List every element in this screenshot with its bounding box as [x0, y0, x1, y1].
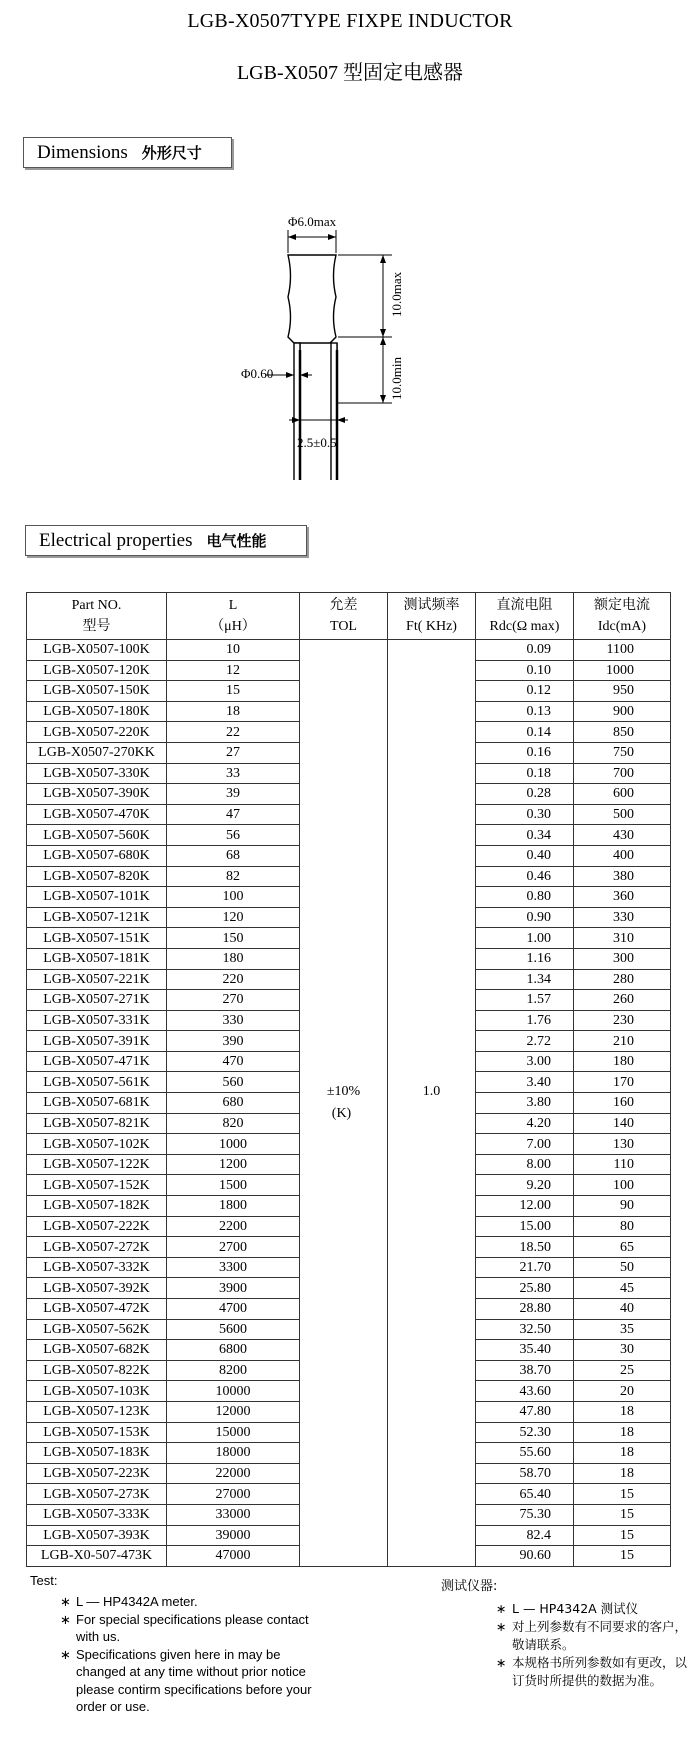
- electrical-label-zh: 电气性能: [206, 532, 267, 550]
- part-number-cell: LGB-X0507-391K: [27, 1031, 167, 1052]
- part-number-cell: LGB-X0507-562K: [27, 1319, 167, 1340]
- table-row: [27, 640, 671, 661]
- rated-current-cell: 600: [574, 784, 671, 805]
- inductance-cell: 10000: [167, 1381, 300, 1402]
- dc-resistance-cell: 1.34: [476, 969, 574, 990]
- inductance-cell: 82: [167, 866, 300, 887]
- inductance-cell: 2700: [167, 1237, 300, 1258]
- inductor-dimension-drawing: [0, 180, 700, 480]
- part-number-cell: LGB-X0507-332K: [27, 1257, 167, 1278]
- dc-resistance-cell: 0.18: [476, 763, 574, 784]
- part-number-cell: LGB-X0507-123K: [27, 1401, 167, 1422]
- dc-resistance-cell: 3.00: [476, 1051, 574, 1072]
- list-item: ∗ 本规格书所列参数如有更改，以订货时所提供的数据为准。: [496, 1655, 688, 1688]
- rated-current-cell: 360: [574, 887, 671, 908]
- part-number-cell: LGB-X0507-270KK: [27, 742, 167, 763]
- dc-resistance-cell: 12.00: [476, 1196, 574, 1217]
- rated-current-cell: 330: [574, 907, 671, 928]
- part-number-cell: LGB-X0507-100K: [27, 640, 167, 661]
- inductance-cell: 820: [167, 1113, 300, 1134]
- dc-resistance-cell: 0.30: [476, 804, 574, 825]
- rated-current-cell: 1100: [574, 640, 671, 661]
- dc-resistance-cell: 43.60: [476, 1381, 574, 1402]
- inductance-cell: 10: [167, 640, 300, 661]
- part-number-cell: LGB-X0507-181K: [27, 948, 167, 969]
- dc-resistance-cell: 7.00: [476, 1134, 574, 1155]
- part-number-cell: LGB-X0507-272K: [27, 1237, 167, 1258]
- rated-current-cell: 750: [574, 742, 671, 763]
- inductance-cell: 4700: [167, 1299, 300, 1320]
- dc-resistance-cell: 0.46: [476, 866, 574, 887]
- inductance-cell: 330: [167, 1010, 300, 1031]
- part-number-cell: LGB-X0507-223K: [27, 1463, 167, 1484]
- inductance-cell: 6800: [167, 1340, 300, 1361]
- dc-resistance-cell: 15.00: [476, 1216, 574, 1237]
- lead-diameter-label: Φ0.60: [241, 366, 274, 381]
- bullet-star-icon: ∗: [60, 1646, 71, 1662]
- rated-current-cell: 170: [574, 1072, 671, 1093]
- part-number-cell: LGB-X0507-182K: [27, 1196, 167, 1217]
- dc-resistance-cell: 0.14: [476, 722, 574, 743]
- dc-resistance-cell: 0.90: [476, 907, 574, 928]
- inductance-cell: 39: [167, 784, 300, 805]
- rated-current-cell: 20: [574, 1381, 671, 1402]
- rated-current-cell: 15: [574, 1484, 671, 1505]
- bullet-star-icon: ∗: [60, 1594, 71, 1609]
- electrical-section-header: [25, 525, 307, 556]
- inductance-cell: 3300: [167, 1257, 300, 1278]
- dc-resistance-cell: 1.00: [476, 928, 574, 949]
- rated-current-cell: 700: [574, 763, 671, 784]
- inductance-cell: 390: [167, 1031, 300, 1052]
- part-number-cell: LGB-X0507-151K: [27, 928, 167, 949]
- part-number-cell: LGB-X0507-330K: [27, 763, 167, 784]
- inductance-cell: 47: [167, 804, 300, 825]
- rated-current-cell: 15: [574, 1546, 671, 1567]
- dc-resistance-cell: 75.30: [476, 1504, 574, 1525]
- inductance-cell: 68: [167, 845, 300, 866]
- rated-current-cell: 18: [574, 1463, 671, 1484]
- inductance-cell: 1200: [167, 1154, 300, 1175]
- part-number-cell: LGB-X0507-680K: [27, 845, 167, 866]
- part-number-cell: LGB-X0507-152K: [27, 1175, 167, 1196]
- rated-current-cell: 110: [574, 1154, 671, 1175]
- part-number-cell: LGB-X0507-470K: [27, 804, 167, 825]
- dc-resistance-cell: 9.20: [476, 1175, 574, 1196]
- inductance-cell: 15: [167, 681, 300, 702]
- part-number-cell: LGB-X0507-101K: [27, 887, 167, 908]
- part-number-cell: LGB-X0507-392K: [27, 1278, 167, 1299]
- rated-current-cell: 15: [574, 1504, 671, 1525]
- tolerance-cell: [300, 640, 388, 1567]
- inductance-cell: 39000: [167, 1525, 300, 1546]
- rated-current-cell: 380: [574, 866, 671, 887]
- dc-resistance-cell: 0.12: [476, 681, 574, 702]
- rated-current-cell: 100: [574, 1175, 671, 1196]
- part-number-cell: LGB-X0507-820K: [27, 866, 167, 887]
- inductance-cell: 15000: [167, 1422, 300, 1443]
- inductance-cell: 120: [167, 907, 300, 928]
- notes-en-heading: Test:: [30, 1573, 58, 1588]
- rated-current-cell: 140: [574, 1113, 671, 1134]
- rated-current-cell: 130: [574, 1134, 671, 1155]
- inductance-cell: 180: [167, 948, 300, 969]
- inductance-cell: 220: [167, 969, 300, 990]
- dc-resistance-cell: 21.70: [476, 1257, 574, 1278]
- test-notes-en: [30, 1572, 330, 1722]
- inductance-cell: 27: [167, 742, 300, 763]
- body-height-label: 10.0max: [389, 271, 404, 317]
- dc-resistance-cell: 52.30: [476, 1422, 574, 1443]
- rated-current-cell: 18: [574, 1422, 671, 1443]
- dc-resistance-cell: 4.20: [476, 1113, 574, 1134]
- inductance-cell: 680: [167, 1093, 300, 1114]
- bullet-star-icon: ∗: [496, 1619, 507, 1634]
- rated-current-cell: 65: [574, 1237, 671, 1258]
- list-item: ∗ Specifications given here in may be changed at any time without prior notice please contirm specifications before your order or use.: [60, 1646, 312, 1714]
- part-number-cell: LGB-X0507-472K: [27, 1299, 167, 1320]
- part-number-cell: LGB-X0507-220K: [27, 722, 167, 743]
- inductance-cell: 18: [167, 701, 300, 722]
- dc-resistance-cell: 82.4: [476, 1525, 574, 1546]
- rated-current-cell: 210: [574, 1031, 671, 1052]
- part-number-cell: LGB-X0507-561K: [27, 1072, 167, 1093]
- rated-current-cell: 430: [574, 825, 671, 846]
- rated-current-cell: 30: [574, 1340, 671, 1361]
- dimensions-section-header: [23, 137, 232, 168]
- notes-zh-list: [496, 1600, 691, 1690]
- dc-resistance-cell: 0.34: [476, 825, 574, 846]
- header-rated-current: 额定电流 Idc(mA): [574, 593, 671, 640]
- test-frequency-cell: [388, 640, 476, 1567]
- rated-current-cell: 40: [574, 1299, 671, 1320]
- tolerance-code: (K): [331, 1105, 352, 1121]
- part-number-cell: LGB-X0507-273K: [27, 1484, 167, 1505]
- dc-resistance-cell: 28.80: [476, 1299, 574, 1320]
- inductance-cell: 33: [167, 763, 300, 784]
- inductance-cell: 1000: [167, 1134, 300, 1155]
- inductance-cell: 2200: [167, 1216, 300, 1237]
- inductance-cell: 33000: [167, 1504, 300, 1525]
- part-number-cell: LGB-X0507-682K: [27, 1340, 167, 1361]
- header-inductance: L （μH）: [167, 593, 300, 640]
- list-item: ∗ L — HP4342A meter.: [60, 1594, 198, 1609]
- inductance-cell: 100: [167, 887, 300, 908]
- rated-current-cell: 850: [574, 722, 671, 743]
- part-number-cell: LGB-X0507-121K: [27, 907, 167, 928]
- inductance-cell: 22000: [167, 1463, 300, 1484]
- inductance-cell: 47000: [167, 1546, 300, 1567]
- dimensions-label-zh: 外形尺寸: [141, 144, 202, 162]
- part-number-cell: LGB-X0507-222K: [27, 1216, 167, 1237]
- part-number-cell: LGB-X0507-393K: [27, 1525, 167, 1546]
- rated-current-cell: 180: [574, 1051, 671, 1072]
- rated-current-cell: 400: [574, 845, 671, 866]
- part-number-cell: LGB-X0507-333K: [27, 1504, 167, 1525]
- rated-current-cell: 90: [574, 1196, 671, 1217]
- dc-resistance-cell: 0.09: [476, 640, 574, 661]
- tolerance-value: ±10%: [326, 1083, 361, 1099]
- part-number-cell: LGB-X0507-821K: [27, 1113, 167, 1134]
- rated-current-cell: 500: [574, 804, 671, 825]
- header-dc-resistance: 直流电阻 Rdc(Ω max): [476, 593, 574, 640]
- notes-zh-heading: 测试仪器:: [441, 1579, 498, 1594]
- document-title-en: LGB-X0507TYPE FIXPE INDUCTOR: [187, 10, 513, 32]
- dc-resistance-cell: 1.16: [476, 948, 574, 969]
- inductance-cell: 5600: [167, 1319, 300, 1340]
- dc-resistance-cell: 1.57: [476, 990, 574, 1011]
- bullet-star-icon: ∗: [496, 1601, 507, 1616]
- rated-current-cell: 35: [574, 1319, 671, 1340]
- rated-current-cell: 280: [574, 969, 671, 990]
- lead-spacing-label: 2.5±0.5: [297, 435, 337, 450]
- list-item: ∗ L — HP4342A 测试仪: [496, 1601, 639, 1616]
- inductance-cell: 8200: [167, 1360, 300, 1381]
- dc-resistance-cell: 38.70: [476, 1360, 574, 1381]
- part-number-cell: LGB-X0507-102K: [27, 1134, 167, 1155]
- rated-current-cell: 300: [574, 948, 671, 969]
- part-number-cell: LGB-X0-507-473K: [27, 1546, 167, 1567]
- inductance-cell: 150: [167, 928, 300, 949]
- dc-resistance-cell: 18.50: [476, 1237, 574, 1258]
- header-test-frequency: 测试频率 Ft( KHz): [388, 593, 476, 640]
- rated-current-cell: 45: [574, 1278, 671, 1299]
- dc-resistance-cell: 0.40: [476, 845, 574, 866]
- part-number-cell: LGB-X0507-471K: [27, 1051, 167, 1072]
- part-number-cell: LGB-X0507-331K: [27, 1010, 167, 1031]
- rated-current-cell: 25: [574, 1360, 671, 1381]
- list-item: ∗ 对上列参数有不同要求的客户，敬请联系。: [496, 1619, 688, 1652]
- table-header-row: [27, 593, 671, 640]
- test-notes-zh: [441, 1578, 691, 1728]
- inductance-cell: 1500: [167, 1175, 300, 1196]
- dc-resistance-cell: 65.40: [476, 1484, 574, 1505]
- dc-resistance-cell: 8.00: [476, 1154, 574, 1175]
- dc-resistance-cell: 25.80: [476, 1278, 574, 1299]
- rated-current-cell: 15: [574, 1525, 671, 1546]
- rated-current-cell: 50: [574, 1257, 671, 1278]
- inductance-cell: 27000: [167, 1484, 300, 1505]
- document-title-zh: LGB-X0507 型固定电感器: [236, 62, 464, 84]
- notes-en-list: [60, 1593, 320, 1716]
- dc-resistance-cell: 0.16: [476, 742, 574, 763]
- rated-current-cell: 310: [574, 928, 671, 949]
- part-number-cell: LGB-X0507-183K: [27, 1443, 167, 1464]
- dc-resistance-cell: 58.70: [476, 1463, 574, 1484]
- dc-resistance-cell: 0.13: [476, 701, 574, 722]
- inductor-body: [288, 255, 336, 343]
- inductance-cell: 12: [167, 660, 300, 681]
- body-diameter-label: Φ6.0max: [288, 214, 337, 229]
- dc-resistance-cell: 90.60: [476, 1546, 574, 1567]
- part-number-cell: LGB-X0507-681K: [27, 1093, 167, 1114]
- inductance-cell: 560: [167, 1072, 300, 1093]
- dc-resistance-cell: 0.10: [476, 660, 574, 681]
- rated-current-cell: 1000: [574, 660, 671, 681]
- inductance-cell: 22: [167, 722, 300, 743]
- dc-resistance-cell: 32.50: [476, 1319, 574, 1340]
- rated-current-cell: 260: [574, 990, 671, 1011]
- part-number-cell: LGB-X0507-150K: [27, 681, 167, 702]
- inductance-cell: 18000: [167, 1443, 300, 1464]
- part-number-cell: LGB-X0507-120K: [27, 660, 167, 681]
- part-number-cell: LGB-X0507-390K: [27, 784, 167, 805]
- rated-current-cell: 950: [574, 681, 671, 702]
- part-number-cell: LGB-X0507-122K: [27, 1154, 167, 1175]
- dc-resistance-cell: 47.80: [476, 1401, 574, 1422]
- inductance-cell: 1800: [167, 1196, 300, 1217]
- dc-resistance-cell: 35.40: [476, 1340, 574, 1361]
- dc-resistance-cell: 0.28: [476, 784, 574, 805]
- part-number-cell: LGB-X0507-822K: [27, 1360, 167, 1381]
- part-number-cell: LGB-X0507-221K: [27, 969, 167, 990]
- lead-length-label: 10.0min: [389, 357, 404, 400]
- dimensions-label-en: Dimensions: [37, 141, 128, 163]
- dc-resistance-cell: 3.80: [476, 1093, 574, 1114]
- rated-current-cell: 900: [574, 701, 671, 722]
- rated-current-cell: 160: [574, 1093, 671, 1114]
- dc-resistance-cell: 1.76: [476, 1010, 574, 1031]
- inductance-cell: 270: [167, 990, 300, 1011]
- dc-resistance-cell: 55.60: [476, 1443, 574, 1464]
- bullet-star-icon: ∗: [496, 1655, 507, 1670]
- list-item: ∗ For special specifications please contact with us.: [60, 1611, 309, 1644]
- test-frequency-value: 1.0: [422, 1084, 441, 1100]
- bullet-star-icon: ∗: [60, 1611, 71, 1627]
- rated-current-cell: 18: [574, 1443, 671, 1464]
- rated-current-cell: 18: [574, 1401, 671, 1422]
- part-number-cell: LGB-X0507-560K: [27, 825, 167, 846]
- inductance-cell: 56: [167, 825, 300, 846]
- header-tolerance: 允差 TOL: [300, 593, 388, 640]
- dc-resistance-cell: 0.80: [476, 887, 574, 908]
- dc-resistance-cell: 3.40: [476, 1072, 574, 1093]
- rated-current-cell: 230: [574, 1010, 671, 1031]
- dc-resistance-cell: 2.72: [476, 1031, 574, 1052]
- rated-current-cell: 80: [574, 1216, 671, 1237]
- electrical-label-en: Electrical properties: [39, 529, 193, 551]
- header-part-no: Part NO. 型号: [27, 593, 167, 640]
- inductance-cell: 470: [167, 1051, 300, 1072]
- part-number-cell: LGB-X0507-153K: [27, 1422, 167, 1443]
- part-number-cell: LGB-X0507-271K: [27, 990, 167, 1011]
- inductance-cell: 12000: [167, 1401, 300, 1422]
- part-number-cell: LGB-X0507-180K: [27, 701, 167, 722]
- part-number-cell: LGB-X0507-103K: [27, 1381, 167, 1402]
- inductance-cell: 3900: [167, 1278, 300, 1299]
- electrical-properties-table: [26, 592, 671, 1567]
